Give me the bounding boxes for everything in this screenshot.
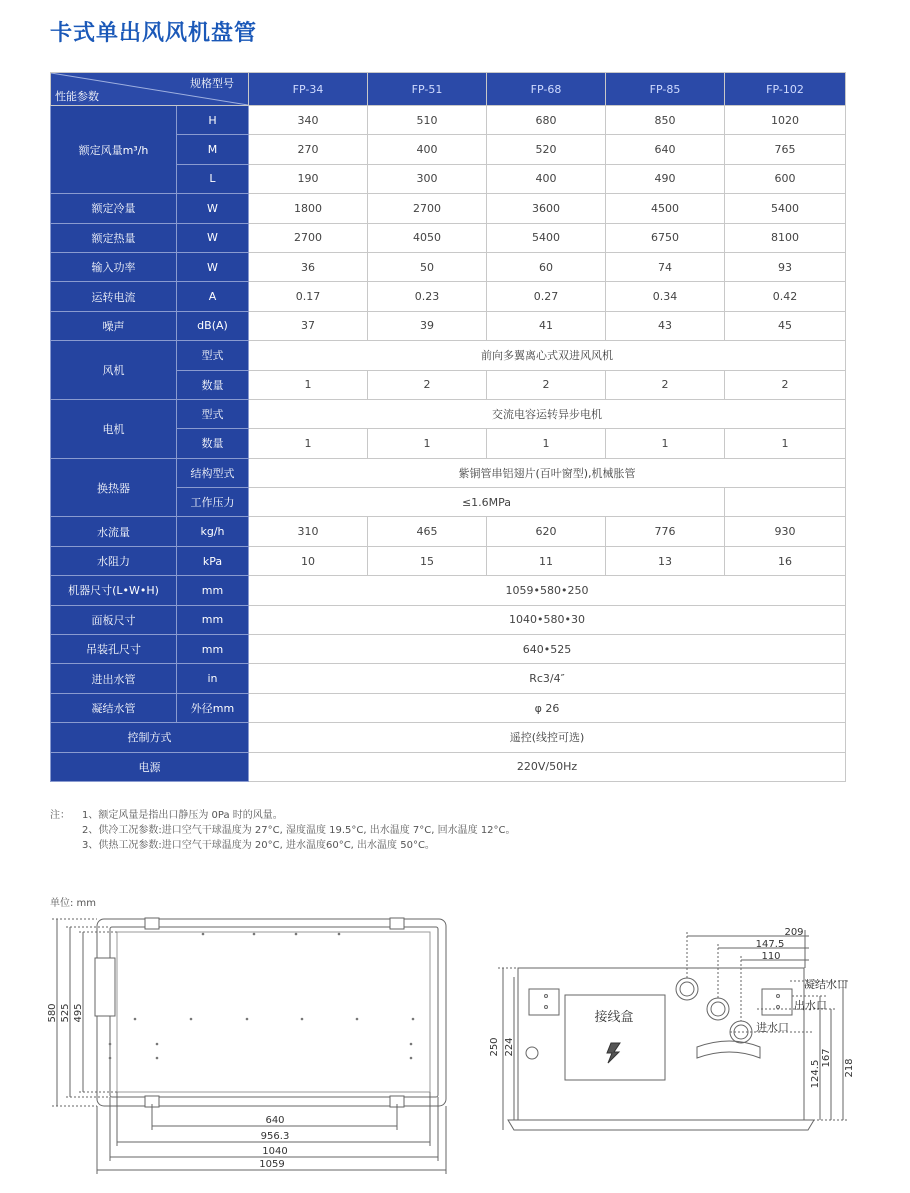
water-out-label: 出水口 xyxy=(794,999,827,1012)
corner-top-label: 规格型号 xyxy=(190,77,234,90)
row-label: 凝结水管 xyxy=(51,693,177,722)
row-label: 电机 xyxy=(51,399,177,458)
value-cell: 1 xyxy=(249,370,368,399)
value-cell: 15 xyxy=(368,546,487,575)
side-view-drawing xyxy=(498,930,848,1130)
row-sublabel: 型式 xyxy=(177,399,249,428)
condensate-label: 凝结水口 xyxy=(804,978,848,991)
value-cell: 1 xyxy=(725,429,846,458)
value-cell: 0.42 xyxy=(725,282,846,311)
row-unit: dB(A) xyxy=(177,311,249,340)
value-cell: 43 xyxy=(606,311,725,340)
value-cell: 1 xyxy=(487,429,606,458)
value-cell: 1 xyxy=(249,429,368,458)
value-cell: 765 xyxy=(725,135,846,164)
value-cell: 190 xyxy=(249,164,368,193)
row-label: 运转电流 xyxy=(51,282,177,311)
model-header: FP-68 xyxy=(487,73,606,106)
value-cell: 400 xyxy=(487,164,606,193)
junction-box-label: 接线盒 xyxy=(594,1010,634,1025)
value-cell: 4500 xyxy=(606,194,725,223)
dim-224: 224 xyxy=(504,1037,515,1057)
row-label: 额定热量 xyxy=(51,223,177,252)
value-cell: 776 xyxy=(606,517,725,546)
value-cell: 1 xyxy=(606,429,725,458)
value-cell: 300 xyxy=(368,164,487,193)
row-label: 风机 xyxy=(51,341,177,400)
row-sublabel: L xyxy=(177,164,249,193)
span-value: 1059•580•250 xyxy=(249,576,846,605)
row-label: 换热器 xyxy=(51,458,177,517)
span-value: φ 26 xyxy=(249,693,846,722)
value-cell: 310 xyxy=(249,517,368,546)
value-cell: 930 xyxy=(725,517,846,546)
row-unit: W xyxy=(177,252,249,281)
dim-250: 250 xyxy=(489,1037,500,1057)
value-cell: 490 xyxy=(606,164,725,193)
span-value: 1040•580•30 xyxy=(249,605,846,634)
value-cell: 0.17 xyxy=(249,282,368,311)
value-cell: 2 xyxy=(606,370,725,399)
value-cell: 640 xyxy=(606,135,725,164)
value-cell: 6750 xyxy=(606,223,725,252)
top-view-drawing xyxy=(52,918,446,1174)
row-label: 水阻力 xyxy=(51,546,177,575)
span-value: 遥控(线控可选) xyxy=(249,723,846,752)
value-cell: 270 xyxy=(249,135,368,164)
row-unit: mm xyxy=(177,576,249,605)
model-header: FP-34 xyxy=(249,73,368,106)
dim-640: 640 xyxy=(265,1115,285,1126)
model-header: FP-102 xyxy=(725,73,846,106)
value-cell: 2700 xyxy=(249,223,368,252)
value-cell: 5400 xyxy=(725,194,846,223)
row-unit: mm xyxy=(177,635,249,664)
value-cell: 2700 xyxy=(368,194,487,223)
row-unit: in xyxy=(177,664,249,693)
unit-label: 单位: mm xyxy=(50,898,97,909)
value-cell: 620 xyxy=(487,517,606,546)
value-cell: 465 xyxy=(368,517,487,546)
model-header: FP-51 xyxy=(368,73,487,106)
value-cell: 520 xyxy=(487,135,606,164)
dim-147: 147.5 xyxy=(755,939,785,950)
span-value: 紫铜管串铝翅片(百叶窗型),机械胀管 xyxy=(249,458,846,487)
value-cell: 2 xyxy=(368,370,487,399)
value-cell: 37 xyxy=(249,311,368,340)
value-cell: 60 xyxy=(487,252,606,281)
note-line: 2、供冷工况参数:进口空气干球温度为 27°C, 湿度温度 19.5°C, 出水温度 7°C, 回水温度 12°C。 xyxy=(82,825,516,836)
notes-label: 注： xyxy=(50,810,70,821)
row-sublabel: 数量 xyxy=(177,370,249,399)
row-sublabel: M xyxy=(177,135,249,164)
row-label: 面板尺寸 xyxy=(51,605,177,634)
row-label: 机器尺寸(L•W•H) xyxy=(51,576,177,605)
value-cell: 0.23 xyxy=(368,282,487,311)
row-unit: W xyxy=(177,223,249,252)
dim-1040: 1040 xyxy=(262,1146,288,1157)
value-cell: 93 xyxy=(725,252,846,281)
value-cell: 45 xyxy=(725,311,846,340)
value-cell: 2 xyxy=(487,370,606,399)
row-sublabel: H xyxy=(177,106,249,135)
row-sublabel: 数量 xyxy=(177,429,249,458)
dim-124: 124.5 xyxy=(810,1059,821,1089)
value-cell: 680 xyxy=(487,106,606,135)
value-cell: 11 xyxy=(487,546,606,575)
row-label: 额定风量m³/h xyxy=(51,106,177,194)
row-label: 额定冷量 xyxy=(51,194,177,223)
note-line: 3、供热工况参数:进口空气干球温度为 20°C, 进水温度60°C, 出水温度 50°C。 xyxy=(82,840,435,851)
row-unit: kg/h xyxy=(177,517,249,546)
dim-525: 525 xyxy=(60,1003,71,1023)
span-value: 交流电容运转异步电机 xyxy=(249,399,846,428)
row-label: 控制方式 xyxy=(51,723,249,752)
span-value: 640•525 xyxy=(249,635,846,664)
row-sublabel: 结构型式 xyxy=(177,458,249,487)
row-unit: 外径mm xyxy=(177,693,249,722)
corner-bottom-label: 性能参数 xyxy=(55,90,99,103)
dim-495: 495 xyxy=(73,1003,84,1023)
span-value: Rc3/4″ xyxy=(249,664,846,693)
value-cell: 1 xyxy=(368,429,487,458)
value-cell: 3600 xyxy=(487,194,606,223)
value-cell: 5400 xyxy=(487,223,606,252)
dim-956: 956.3 xyxy=(260,1131,290,1142)
value-cell: 10 xyxy=(249,546,368,575)
row-sublabel: 型式 xyxy=(177,341,249,370)
row-label: 噪声 xyxy=(51,311,177,340)
row-unit: kPa xyxy=(177,546,249,575)
value-cell: 1800 xyxy=(249,194,368,223)
value-cell: 1020 xyxy=(725,106,846,135)
value-cell: 340 xyxy=(249,106,368,135)
row-label: 电源 xyxy=(51,752,249,781)
value-cell: 50 xyxy=(368,252,487,281)
value-cell: 8100 xyxy=(725,223,846,252)
value-cell: 39 xyxy=(368,311,487,340)
value-cell: 41 xyxy=(487,311,606,340)
row-unit: mm xyxy=(177,605,249,634)
value-cell: 4050 xyxy=(368,223,487,252)
dim-218: 218 xyxy=(844,1058,855,1078)
value-cell: 16 xyxy=(725,546,846,575)
dim-209: 209 xyxy=(784,927,804,938)
water-in-label: 进水口 xyxy=(756,1021,789,1034)
row-label: 输入功率 xyxy=(51,252,177,281)
value-cell: 74 xyxy=(606,252,725,281)
value-cell: 36 xyxy=(249,252,368,281)
span-value: 前向多翼离心式双进风风机 xyxy=(249,341,846,370)
value-cell: 600 xyxy=(725,164,846,193)
row-sublabel: 工作压力 xyxy=(177,488,249,517)
value-cell: 400 xyxy=(368,135,487,164)
span-value: ≤1.6MPa xyxy=(249,488,725,517)
page-title: 卡式单出风风机盘管 xyxy=(50,21,258,46)
row-unit: W xyxy=(177,194,249,223)
dim-110: 110 xyxy=(761,951,781,962)
note-line: 1、额定风量是指出口静压为 0Pa 时的风量。 xyxy=(82,810,283,821)
dim-167: 167 xyxy=(821,1048,832,1068)
dim-1059: 1059 xyxy=(259,1159,285,1170)
span-value: 220V/50Hz xyxy=(249,752,846,781)
row-label: 吊装孔尺寸 xyxy=(51,635,177,664)
value-cell: 0.27 xyxy=(487,282,606,311)
value-cell: 13 xyxy=(606,546,725,575)
side-view-labels xyxy=(489,927,855,1088)
value-cell: 510 xyxy=(368,106,487,135)
value-cell: 2 xyxy=(725,370,846,399)
row-unit: A xyxy=(177,282,249,311)
value-cell: 0.34 xyxy=(606,282,725,311)
row-label: 水流量 xyxy=(51,517,177,546)
value-cell: 850 xyxy=(606,106,725,135)
dim-580: 580 xyxy=(47,1003,58,1023)
row-label: 进出水管 xyxy=(51,664,177,693)
model-header: FP-85 xyxy=(606,73,725,106)
